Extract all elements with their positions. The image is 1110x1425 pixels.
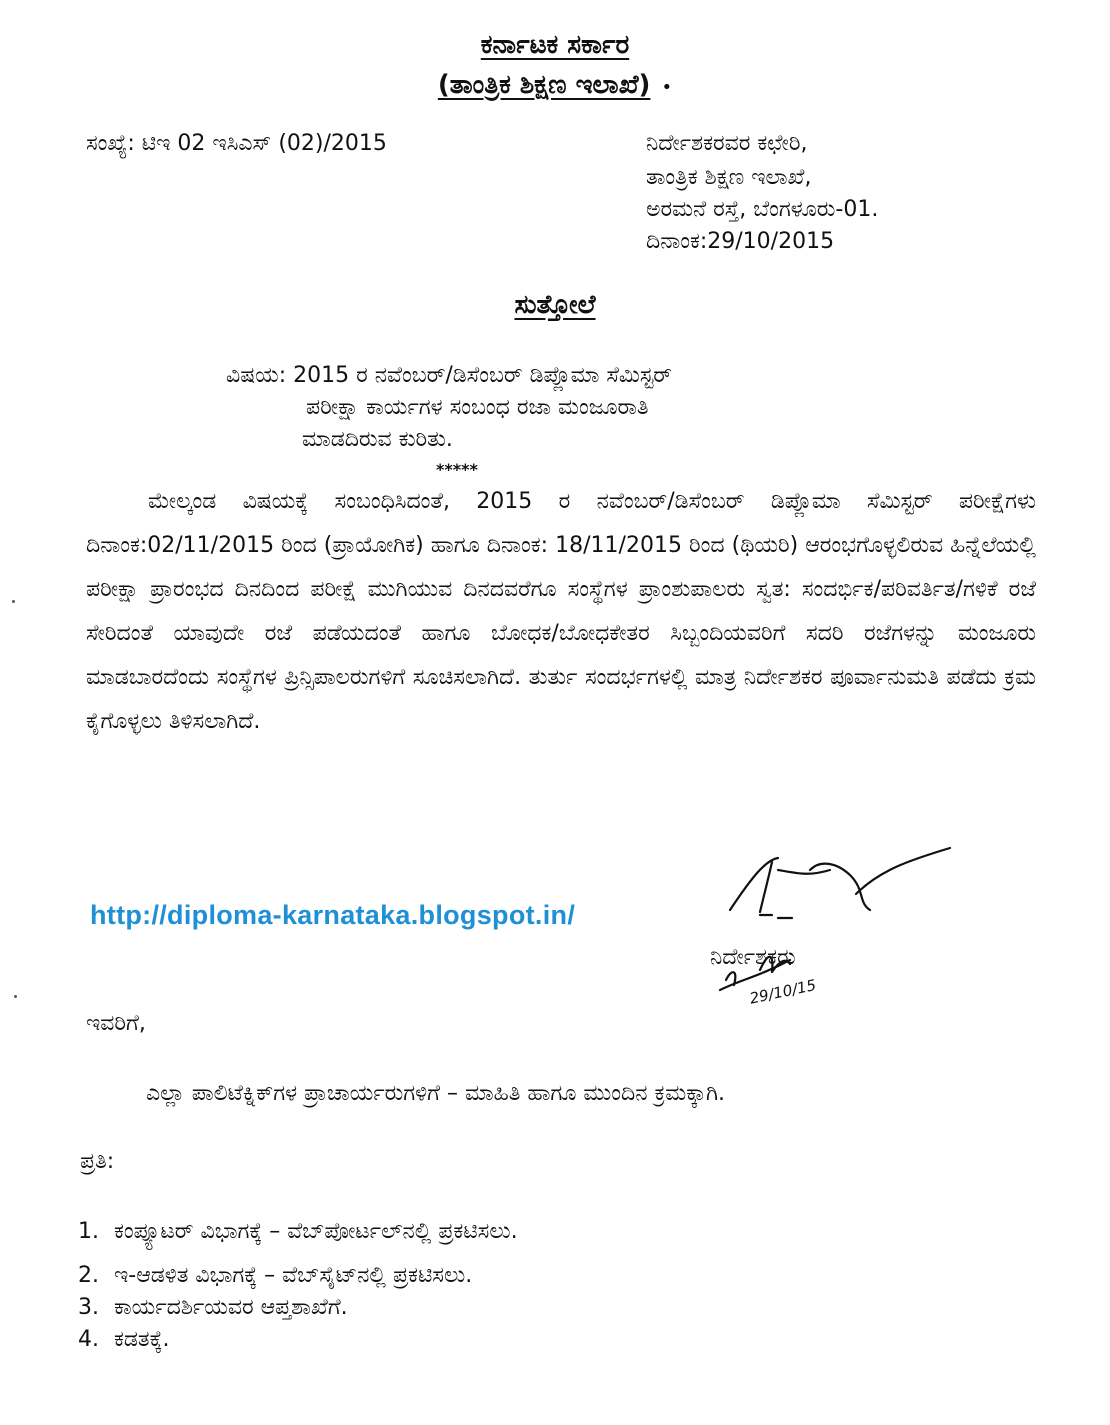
addressee-label: ಇವರಿಗೆ, [86, 1011, 146, 1036]
body-paragraph-block [86, 480, 1036, 860]
copy-list-item: 4. ಕಡತಕ್ಕೆ. [78, 1327, 170, 1352]
subject-line1: ವಿಷಯ: 2015 ರ ನವೆಂಬರ್/ಡಿಸೆಂಬರ್ ಡಿಪ್ಲೊಮಾ ಸೆಮಿಸ್ಟರ್ [226, 363, 672, 388]
copy-label: ಪ್ರತಿ: [80, 1149, 115, 1174]
subject-line2: ಪರೀಕ್ಷಾ ಕಾರ್ಯಗಳ ಸಂಬಂಧ ರಜಾ ಮಂಜೂರಾತಿ [306, 395, 649, 420]
separator-stars: ***** [436, 460, 478, 479]
bullet-mark: • [661, 77, 673, 98]
document-title: ಸುತ್ತೋಲೆ [514, 290, 596, 320]
subject-line3: ಮಾಡದಿರುವ ಕುರಿತು. [302, 427, 453, 452]
reference-number: ಸಂಖ್ಯೆ: ಟಿಇ 02 ಇಸಿಎಸ್ (02)/2015 [86, 131, 387, 156]
blog-link[interactable]: http://diploma-karnataka.blogspot.in/ [90, 900, 576, 930]
body-paragraph: ಮೇಲ್ಕಂಡ ವಿಷಯಕ್ಕೆ ಸಂಬಂಧಿಸಿದಂತೆ, 2015 ರ ನವೆಂಬರ್/ಡಿಸೆಂಬರ್ ಡಿಪ್ಲೊಮಾ ಸೆಮಿಸ್ಟರ್ ಪರೀಕ್ಷೆಗಳು ದಿನಾಂಕ:02/11/2015 ರಿಂದ (ಪ್ರಾಯೋಗಿಕ) ಹಾಗೂ ದಿನಾಂಕ: 18/11/2015 ರಿಂದ (ಥಿಯರಿ) ಆರಂಭಗೊಳ್ಳಲಿರುವ ಹಿನ್ನೆಲೆಯಲ್ಲಿ ಪರೀಕ್ಷಾ ಪ್ರಾರಂಭದ ದಿನದಿಂದ ಪರೀಕ್ಷೆ ಮುಗಿಯುವ ದಿನದವರೆಗೂ ಸಂಸ್ಥೆಗಳ ಪ್ರಾಂಶುಪಾಲರು ಸ್ವತ: ಸಂದರ್ಭಿಕ/ಪರಿವರ್ತಿತ/ಗಳಿಕೆ ರಜೆ ಸೇರಿದಂತೆ ಯಾವುದೇ ರಜೆ ಪಡೆಯದಂತೆ ಹಾಗೂ ಬೋಧಕ/ಬೋಧಕೇತರ ಸಿಬ್ಬಂದಿಯವರಿಗೆ ಸದರಿ ರಜೆಗಳನ್ನು ಮಂಜೂರು ಮಾಡಬಾರದೆಂದು ಸಂಸ್ಥೆಗಳ ಪ್ರಿನ್ಸಿಪಾಲರುಗಳಿಗೆ ಸೂಚಿಸಲಾಗಿದೆ. ತುರ್ತು ಸಂದರ್ಭಗಳಲ್ಲಿ ಮಾತ್ರ ನಿರ್ದೇಶಕರ ಪೂರ್ವಾನುಮತಿ ಪಡೆದು ಕ್ರಮ ಕೈಗೊಳ್ಳಲು ತಿಳಿಸಲಾಗಿದೆ. [86, 489, 1036, 734]
copy-list-item: 2. ಇ-ಆಡಳಿತ ವಿಭಾಗಕ್ಕೆ – ವೆಬ್‌ಸೈಟ್‌ನಲ್ಲಿ ಪ್ರಕಟಿಸಲು. [78, 1263, 473, 1288]
department-heading: (ತಾಂತ್ರಿಕ ಶಿಕ್ಷಣ ಇಲಾಖೆ) [437, 70, 651, 100]
addressee-text: ಎಲ್ಲಾ ಪಾಲಿಟೆಕ್ನಿಕ್‌ಗಳ ಪ್ರಾಚಾರ್ಯರುಗಳಿಗೆ – ಮಾಹಿತಿ ಹಾಗೂ ಮುಂದಿನ ಕ್ರಮಕ್ಕಾಗಿ. [146, 1081, 725, 1106]
department-heading-row [0, 70, 1110, 101]
office-address-line2: ತಾಂತ್ರಿಕ ಶಿಕ್ಷಣ ಇಲಾಖೆ, [646, 165, 812, 190]
signatory-designation: ನಿರ್ದೇಶಕರು [710, 945, 796, 970]
issue-date: ದಿನಾಂಕ:29/10/2015 [646, 229, 835, 254]
scan-speck [14, 995, 17, 998]
copy-list-item: 3. ಕಾರ್ಯದರ್ಶಿಯವರ ಆಪ್ತಶಾಖೆಗೆ. [78, 1295, 348, 1320]
office-address-line3: ಅರಮನೆ ರಸ್ತೆ, ಬೆಂಗಳೂರು-01. [646, 197, 879, 222]
office-address-line1: ನಿರ್ದೇಶಕರವರ ಕಛೇರಿ, [646, 131, 808, 156]
copy-list-item: 1. ಕಂಪ್ಯೂಟರ್ ವಿಭಾಗಕ್ಕೆ – ವೆಬ್‌ಪೋರ್ಟಲ್‌ನಲ್ಲಿ ಪ್ರಕಟಿಸಲು. [78, 1219, 518, 1244]
signature-date: 29/10/15 [748, 975, 818, 1008]
scan-speck [12, 600, 15, 603]
government-heading: ಕರ್ನಾಟಕ ಸರ್ಕಾರ [480, 30, 630, 60]
